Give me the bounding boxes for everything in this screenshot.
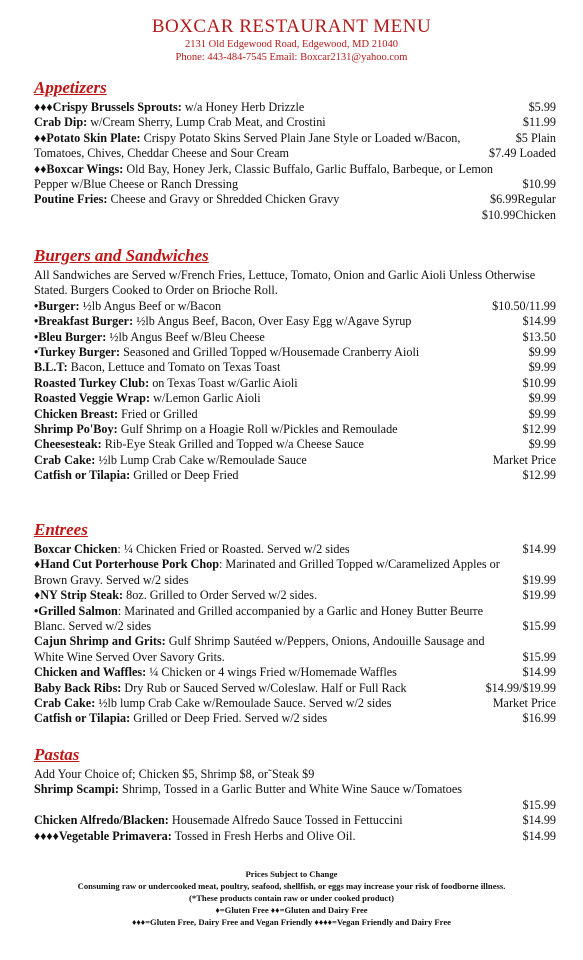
menu-item (34, 453, 556, 468)
item-desc-text: on Texas Toast w/Garlic Aioli (149, 375, 298, 390)
item-name: ♦♦Boxcar Wings: (34, 161, 124, 176)
item-desc-text: : Marinated and Grilled accompanied by a Garlic and Honey Butter Beurre Blanc. Served w/2 sides (34, 603, 483, 634)
menu-item (34, 782, 556, 813)
address: 2131 Old Edgewood Road, Edgewood, MD 21040 (185, 39, 398, 50)
menu-item (34, 162, 556, 193)
item-desc-text: : Marinated and Grilled Topped w/Caramelized Apples or Brown Gravy. Served w/2 sides (34, 557, 500, 587)
item-name: Chicken Breast: (34, 406, 119, 421)
item-description (34, 634, 522, 665)
item-name: Baby Back Ribs: (34, 680, 122, 695)
item-list (34, 299, 556, 484)
item-price: $12.99 (522, 468, 556, 483)
item-description (34, 557, 522, 588)
burgers-section (34, 246, 556, 484)
item-price: $15.99 (522, 797, 556, 812)
item-price: $10.99 (522, 177, 556, 192)
item-description (34, 376, 522, 391)
item-price: $14.99/$19.99 (485, 680, 556, 695)
item-name: ♦♦♦♦Vegetable Primavera: (34, 828, 172, 843)
menu-item (34, 345, 556, 360)
menu-item (34, 634, 556, 665)
item-description (34, 542, 522, 557)
item-name: Shrimp Po'Boy: (34, 422, 118, 437)
item-price: $9.99 (528, 345, 556, 360)
item-name: Shrimp Scampi: (34, 782, 119, 797)
item-desc-text: Tossed in Fresh Herbs and Olive Oil. (171, 828, 356, 843)
menu-item (34, 665, 556, 680)
section-title: Appetizers (34, 78, 107, 97)
section-title: Burgers and Sandwiches (34, 246, 209, 265)
menu-header (0, 0, 583, 64)
item-list (34, 100, 556, 223)
menu-item (34, 711, 556, 726)
menu-item (34, 813, 556, 828)
menu-item (34, 542, 556, 557)
item-price: $14.99 (522, 828, 556, 843)
menu-item (34, 330, 556, 345)
section-title: Pastas (34, 745, 80, 764)
item-description (34, 588, 522, 603)
item-price: $9.99 (528, 437, 556, 452)
item-price: $15.99 (522, 649, 556, 664)
item-description (34, 314, 522, 329)
item-description (34, 422, 522, 437)
item-price: $16.99 (522, 711, 556, 726)
item-desc-text: Gulf Shrimp on a Hoagie Roll w/Pickles and Remoulade (117, 422, 398, 437)
contact-info: Phone: 443-484-7545 Email: Boxcar2131@yahoo.com (175, 52, 408, 63)
item-price: $15.99 (522, 619, 556, 634)
item-description (34, 681, 486, 696)
item-desc-text: : ¼ Chicken Fried or Roasted. Served w/2 sides (117, 542, 350, 556)
appetizers-section (34, 78, 556, 223)
item-name: Boxcar Chicken (34, 542, 118, 556)
section-note: All Sandwiches are Served w/French Fries, Lettuce, Tomato, Onion and Garlic Aioli Unless Otherwise Stated. Burgers Cooked to Order on Brioche Roll. (34, 268, 536, 298)
item-desc-text: Seasoned and Grilled Topped w/Housemade Cranberry Aioli (120, 345, 420, 360)
item-name: Cheesesteak: (34, 437, 102, 452)
footer-line: ♦=Gluten Free ♦♦=Gluten and Dairy Free (215, 905, 368, 915)
footer-line: Prices Subject to Change (245, 869, 338, 879)
item-desc-text: 8oz. Grilled to Order Served w/2 sides. (123, 588, 318, 603)
item-desc-text: ½lb lump Crab Cake w/Remoulade Sauce. Served w/2 sides (95, 696, 392, 711)
item-desc-text: Old Bay, Honey Jerk, Classic Buffalo, Garlic Buffalo, Barbeque, or Lemon Pepper w/Blue Cheese or Ranch Dressing (34, 161, 494, 192)
menu-item (34, 468, 556, 483)
item-desc-text: w/Cream Sherry, Lump Crab Meat, and Crostini (87, 115, 326, 130)
item-desc-text: Rib-Eye Steak Grilled and Topped w/a Cheese Sauce (101, 437, 364, 452)
item-name: •Bleu Burger: (34, 329, 107, 344)
item-price: $11.99 (522, 115, 556, 130)
item-description (34, 100, 529, 115)
item-name: B.L.T: (34, 360, 68, 375)
item-price: $19.99 (522, 588, 556, 603)
item-name: ♦Hand Cut Porterhouse Pork Chop (34, 557, 219, 572)
item-desc-text: Bacon, Lettuce and Tomato on Texas Toast (67, 360, 281, 375)
menu-item (34, 299, 556, 314)
item-price: $5 Plain $7.49 Loaded (488, 130, 556, 161)
item-name: •Grilled Salmon (34, 603, 118, 618)
menu-item (34, 422, 556, 437)
menu-item (34, 314, 556, 329)
menu-item (34, 115, 556, 130)
item-description (34, 813, 522, 828)
item-desc-text: ½lb Angus Beef w/Bleu Cheese (106, 329, 265, 344)
item-desc-text: Grilled or Deep Fried. Served w/2 sides (130, 711, 328, 726)
item-description (34, 299, 492, 314)
menu-item (34, 192, 556, 223)
menu-item (34, 588, 556, 603)
page-title: BOXCAR RESTAURANT MENU (151, 16, 432, 37)
menu-footer (30, 868, 553, 928)
entrees-section (34, 520, 556, 727)
menu-item (34, 100, 556, 115)
item-description (34, 711, 522, 726)
item-name: Cajun Shrimp and Grits: (34, 634, 166, 649)
section-note: Add Your Choice of; Chicken $5, Shrimp $8, or˜Steak $9 (34, 767, 315, 781)
item-description (34, 115, 523, 130)
item-name: •Turkey Burger: (34, 345, 121, 360)
item-price: $10.99 (522, 375, 556, 390)
item-price: $12.99 (522, 422, 556, 437)
footer-line: (*These products contain raw or under cooked product) (189, 893, 394, 903)
item-description (34, 604, 522, 635)
menu-item (34, 437, 556, 452)
menu-item (34, 829, 556, 844)
item-name: •Breakfast Burger: (34, 314, 134, 329)
item-desc-text: Gulf Shrimp Sautéed w/Peppers, Onions, Andouille Sausage and White Wine Served Over Savory Grits. (34, 634, 485, 664)
item-name: Crab Cake: (34, 452, 96, 467)
footer-line: Consuming raw or undercooked meat, poultry, seafood, shellfish, or eggs may increase your risk of foodborne illness. (77, 881, 506, 891)
item-name: •Burger: (34, 298, 80, 313)
item-desc-text: Crispy Potato Skins Served Plain Jane Style or Loaded w/Bacon, Tomatoes, Chives, Cheddar Cheese and Sour Cream (34, 130, 461, 161)
item-description (34, 162, 522, 193)
item-name: Catfish or Tilapia: (34, 711, 131, 726)
item-description (34, 829, 522, 844)
item-desc-text: Dry Rub or Sauced Served w/Coleslaw. Half or Full Rack (121, 680, 407, 695)
item-description (34, 131, 489, 162)
item-name: Chicken and Waffles: (34, 665, 147, 680)
item-desc-text: Shrimp, Tossed in a Garlic Butter and White Wine Sauce w/Tomatoes (119, 782, 463, 797)
section-title: Entrees (34, 520, 88, 539)
menu-item (34, 131, 556, 162)
item-price: $9.99 (528, 406, 556, 421)
menu-item (34, 681, 556, 696)
footer-line: ♦♦♦=Gluten Free, Dairy Free and Vegan Friendly ♦♦♦♦=Vegan Friendly and Dairy Free (132, 917, 451, 927)
item-description (34, 665, 522, 680)
item-price: $14.99 (522, 665, 556, 680)
item-description (34, 391, 529, 406)
item-desc-text: ½lb Angus Beef or w/Bacon (79, 298, 222, 313)
item-description (34, 407, 529, 422)
item-description (34, 696, 493, 711)
item-desc-text: Cheese and Gravy or Shredded Chicken Gravy (107, 192, 340, 207)
item-price: Market Price (492, 452, 556, 467)
item-desc-text: Fried or Grilled (118, 406, 198, 421)
item-name: ♦♦Potato Skin Plate: (34, 130, 141, 145)
item-price: $14.99 (522, 813, 556, 828)
item-name: ♦NY Strip Steak: (34, 588, 124, 603)
item-price: $5.99 (528, 100, 556, 114)
item-price: Market Price (492, 696, 556, 711)
menu-item (34, 407, 556, 422)
menu-item (34, 696, 556, 711)
item-price: $14.99 (522, 542, 556, 556)
item-desc-text: ½lb Angus Beef, Bacon, Over Easy Egg w/Agave Syrup (133, 314, 412, 329)
item-description (34, 345, 529, 360)
item-desc-text: w/a Honey Herb Drizzle (181, 100, 305, 114)
pastas-section (34, 745, 556, 844)
item-list (34, 542, 556, 727)
item-description (34, 453, 493, 468)
menu-item (34, 391, 556, 406)
item-desc-text: ½lb Lump Crab Cake w/Remoulade Sauce (95, 452, 307, 467)
item-name: Crab Dip: (34, 115, 88, 130)
item-desc-text: Grilled or Deep Fried (130, 468, 239, 483)
item-name: Crab Cake: (34, 696, 96, 711)
item-description (34, 360, 529, 375)
menu-item (34, 604, 556, 635)
item-price: $9.99 (528, 360, 556, 375)
item-description (34, 468, 522, 483)
item-description (34, 330, 522, 345)
item-desc-text: Housemade Alfredo Sauce Tossed in Fettuccini (168, 813, 403, 828)
item-name: Chicken Alfredo/Blacken: (34, 813, 169, 828)
item-description (34, 437, 529, 452)
item-price: $9.99 (528, 391, 556, 406)
item-name: ♦♦♦Crispy Brussels Sprouts: (34, 100, 182, 114)
item-desc-text: ¼ Chicken or 4 wings Fried w/Homemade Waffles (146, 665, 397, 680)
item-price: $14.99 (522, 314, 556, 329)
item-name: Catfish or Tilapia: (34, 468, 131, 483)
item-description (34, 782, 522, 797)
item-price: $6.99Regular $10.99Chicken (481, 192, 556, 222)
item-name: Roasted Veggie Wrap: (34, 391, 151, 406)
item-name: Poutine Fries: (34, 192, 108, 207)
item-desc-text: w/Lemon Garlic Aioli (150, 391, 261, 406)
item-name: Roasted Turkey Club: (34, 375, 150, 390)
item-price: $19.99 (522, 572, 556, 587)
item-list (34, 782, 556, 844)
item-price: $13.50 (522, 329, 556, 344)
menu-item (34, 557, 556, 588)
menu-item (34, 376, 556, 391)
item-description (34, 192, 482, 207)
item-price: $10.50/11.99 (492, 298, 556, 313)
menu-item (34, 360, 556, 375)
